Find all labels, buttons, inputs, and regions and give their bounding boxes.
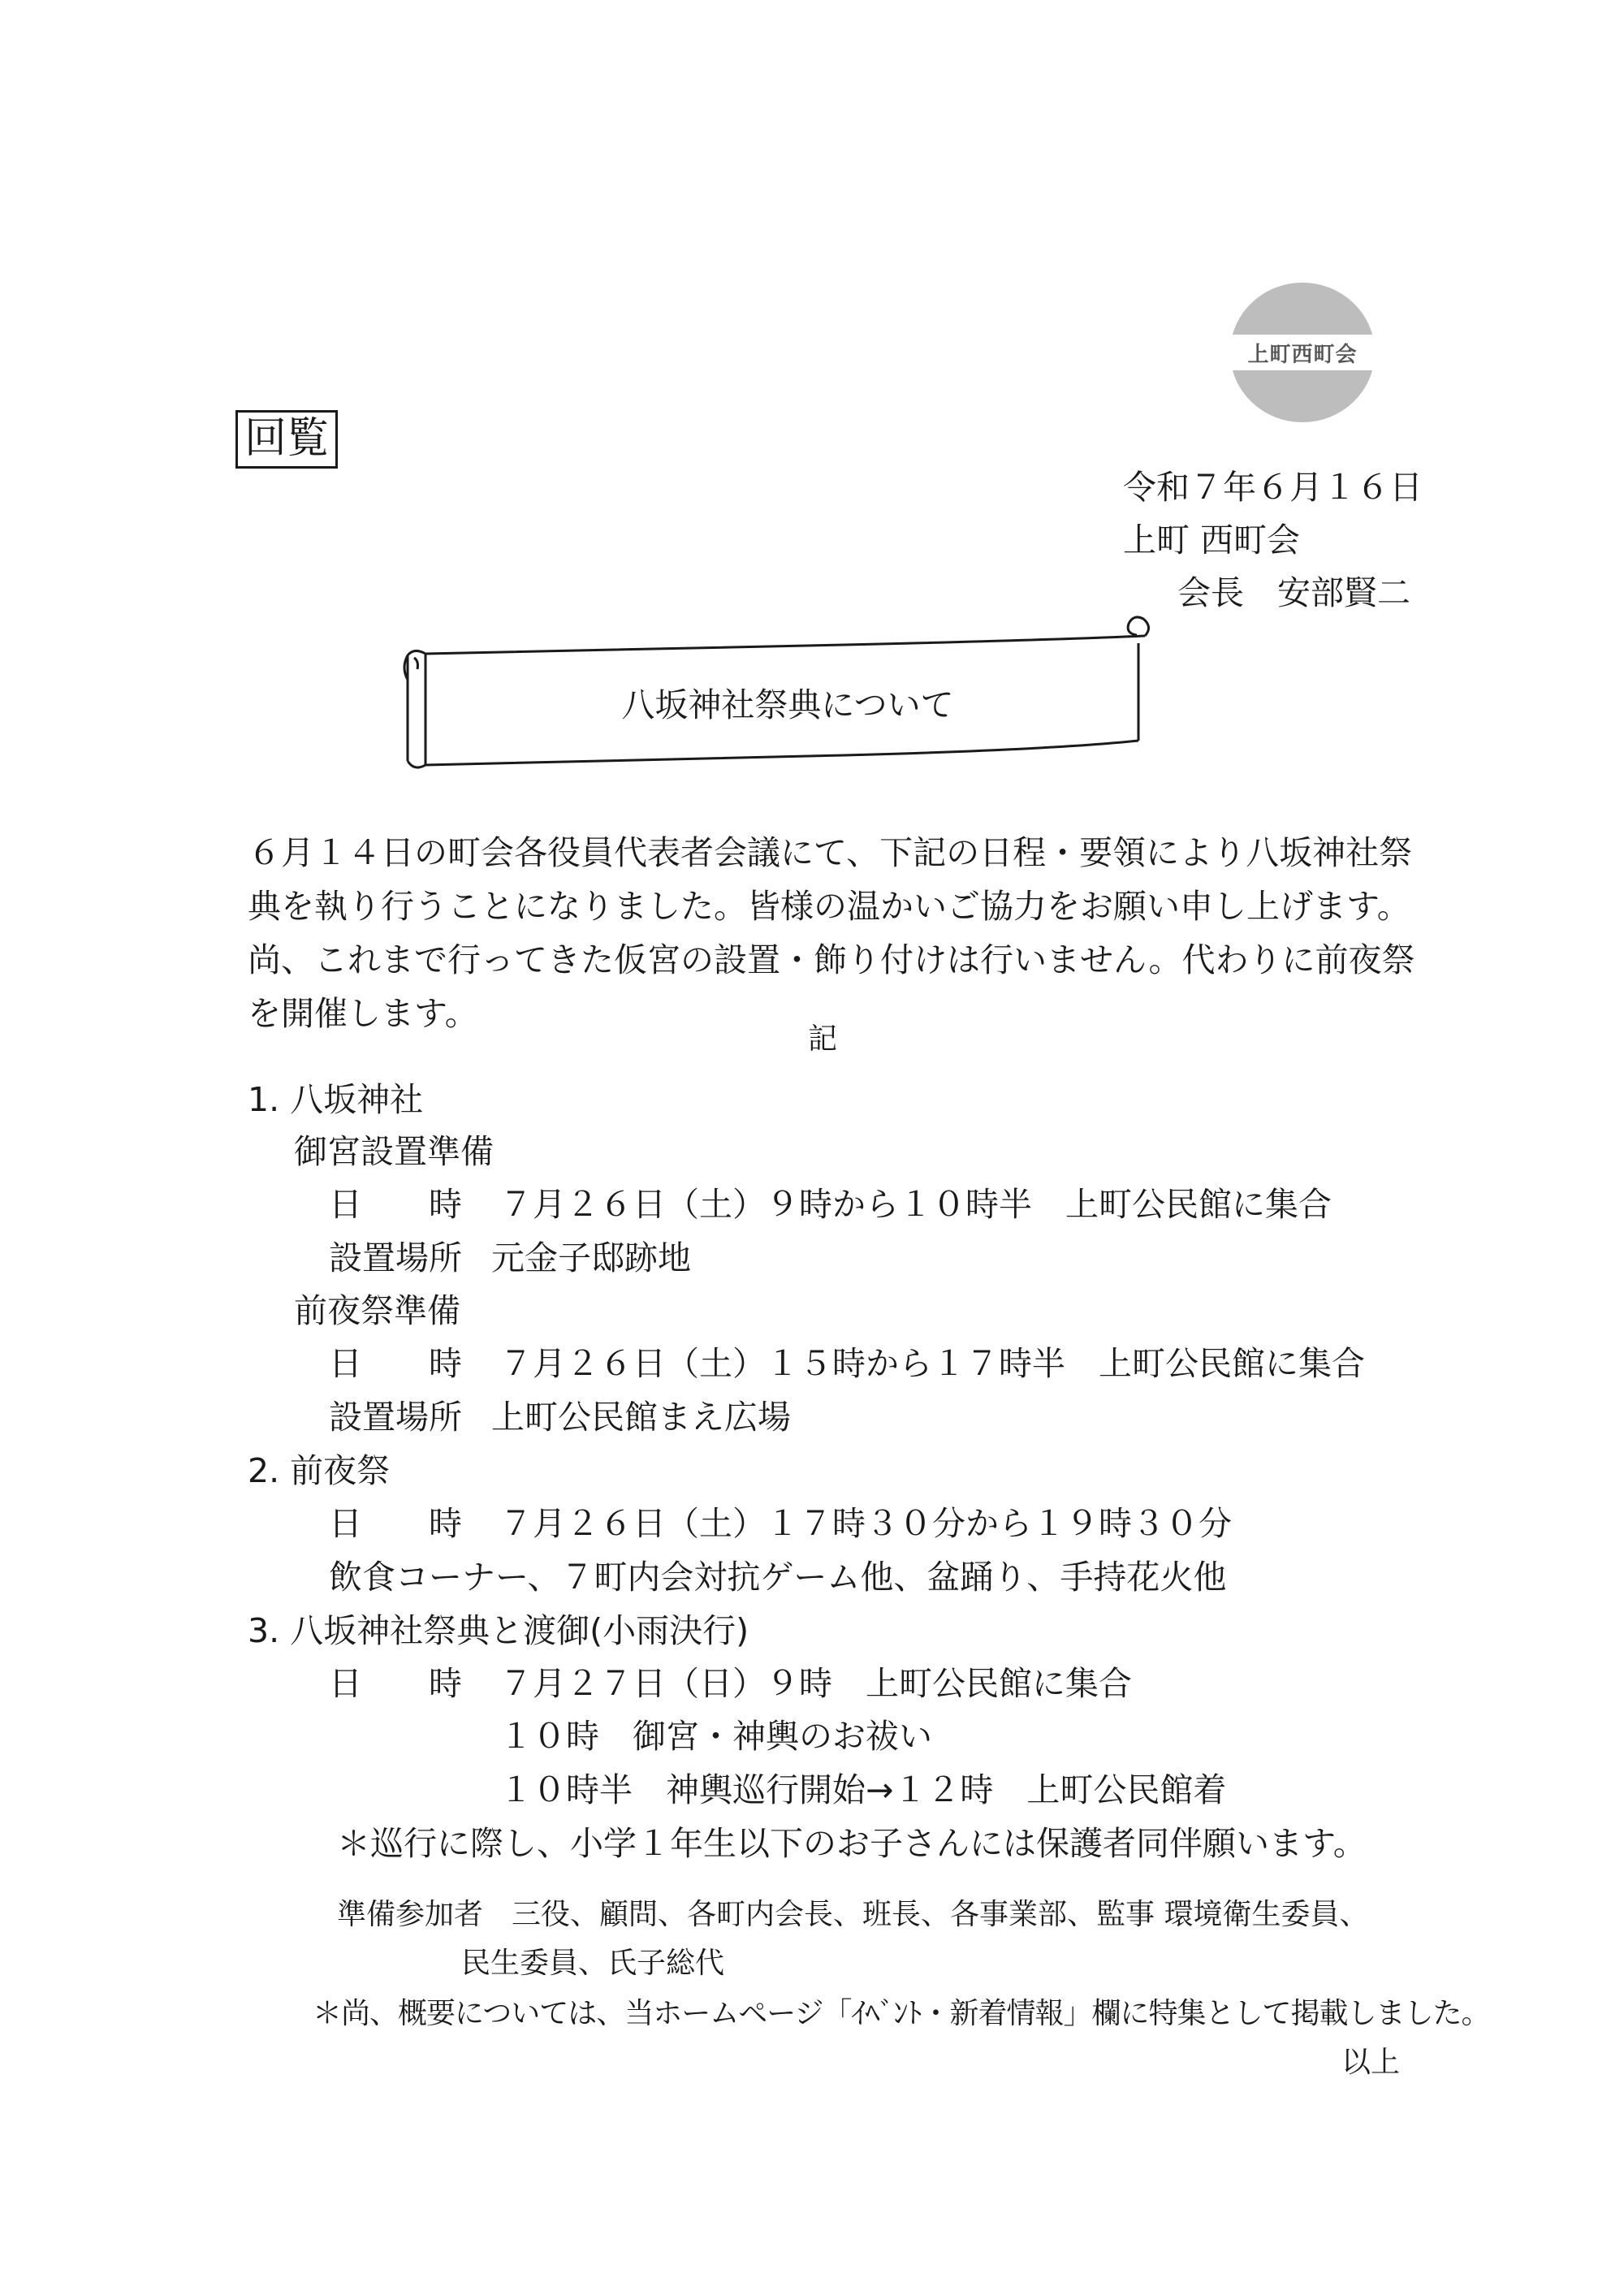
ki-marker: 記 [808,1022,838,1056]
section-1-sub2-time-value: ７月２６日（土）１５時から１７時半 上町公民館に集合 [499,1344,1365,1383]
section-3-heading: 3. 八坂神社祭典と渡御(小雨決行) [248,1611,749,1650]
notice-title: 八坂神社祭典について [621,685,954,724]
homepage-footnote: ＊尚、概要については、当ホームページ「ｲﾍﾞﾝﾄ・新着情報」欄に特集として掲載しました。 [313,1997,1490,2030]
section-1-heading: 1. 八坂神社 [248,1080,424,1119]
section-3-schedule-line-2: １０時 御宮・神輿のお祓い [499,1717,932,1756]
section-3-time-label: 日 時 [329,1664,462,1703]
section-1-sub1-place-value: 元金子邸跡地 [491,1238,691,1277]
section-1-sub1-time-label: 日 時 [329,1185,462,1224]
intro-line-2: 典を執り行うことになりました。皆様の温かいご協力をお願い申し上げます。 [248,887,1410,926]
section-2-program: 飲食コーナー、７町内会対抗ゲーム他、盆踊り、手持花火他 [329,1558,1227,1597]
section-1-sub2-place-label: 設置場所 [329,1398,462,1437]
section-1-sub2-place-value: 上町公民館まえ広場 [491,1398,791,1437]
intro-line-1: ６月１４日の町会各役員代表者会議にて、下記の日程・要領により八坂神社祭 [248,833,1413,872]
issuing-organization: 上町 西町会 [1123,521,1301,560]
section-1-sub1-time-value: ７月２６日（土）９時から１０時半 上町公民館に集合 [499,1185,1332,1224]
section-1-sub1-place-label: 設置場所 [329,1238,462,1277]
section-2-time-value: ７月２６日（土）１７時３０分から１９時３０分 [499,1504,1232,1543]
section-3-time-value: ７月２７日（日）９時 上町公民館に集合 [499,1664,1132,1703]
organization-stamp [1230,283,1375,422]
chairman-name: 会長 安部賢二 [1177,573,1410,612]
intro-line-4: を開催します。 [248,994,478,1033]
issue-date: 令和７年６月１６日 [1123,468,1423,507]
section-1-sub1-heading: 御宮設置準備 [294,1132,494,1171]
section-3-schedule-line-3: １０時半 神輿巡行開始→１２時 上町公民館着 [499,1770,1227,1809]
intro-line-3: 尚、これまで行ってきた仮宮の設置・飾り付けは行いません。代わりに前夜祭 [248,940,1415,979]
section-1-sub2-time-label: 日 時 [329,1344,462,1383]
kairan-label: 回覧 [235,410,338,469]
section-2-heading: 2. 前夜祭 [248,1451,391,1490]
participants-line-1: 三役、顧問、各町内会長、班長、各事業部、監事 環境衛生委員、 [512,1898,1369,1931]
section-3-guardian-note: ＊巡行に際し、小学１年生以下のお子さんには保護者同伴願います。 [337,1824,1367,1863]
stamp-text: 上町西町会 [1247,342,1358,367]
section-1-sub2-heading: 前夜祭準備 [294,1291,460,1330]
participants-label: 準備参加者 [337,1898,484,1931]
section-2-time-label: 日 時 [329,1504,462,1543]
closing-mark: 以上 [1341,2046,1401,2079]
participants-line-2: 民生委員、氏子総代 [461,1947,725,1980]
